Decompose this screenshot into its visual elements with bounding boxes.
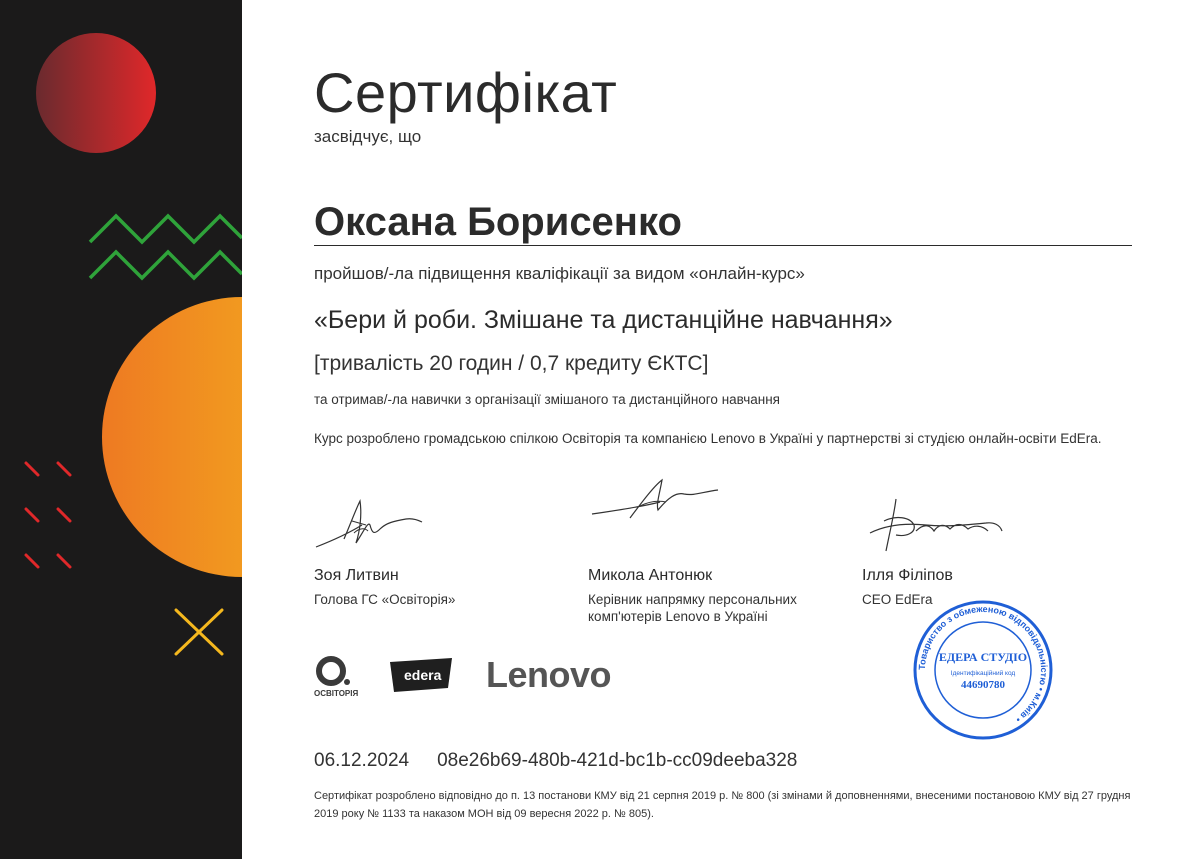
legal-text: Сертифікат розроблено відповідно до п. 13 постанови КМУ від 21 серпня 2019 р. № 800 (зі змінами й доповненнями, внесеними постановою КМУ від 27 грудня 2019 року № 1133 та наказом МОН від 09 вересня 2022 р. № 805). <box>314 790 1131 820</box>
signature-litvin <box>314 495 424 555</box>
yellow-cross <box>176 610 222 654</box>
attests-text: засвідчує, що <box>314 127 422 146</box>
issue-date: 06.12.2024 <box>314 750 410 771</box>
company-stamp <box>908 595 1058 745</box>
svg-text:Ідентифікаційний код: Ідентифікаційний код <box>950 670 1016 677</box>
svg-text:44690780: 44690780 <box>961 679 1005 691</box>
course-title: «Бери й роби. Змішане та дистанційне навчання» <box>314 306 893 334</box>
certificate-title: Сертифікат <box>314 61 618 124</box>
svg-text:Товариство з обмеженою відпові: Товариство з обмеженою відповідальністю • м.Київ • <box>916 603 1050 725</box>
signatory-role: Голова ГС «Освіторія» <box>314 592 456 607</box>
edera-logo <box>390 658 456 692</box>
course-duration: [тривалість 20 годин / 0,7 кредиту ЄКТС] <box>314 352 709 375</box>
green-zigzag-top <box>90 216 242 242</box>
signatory-role: Керівник напрямку персональних комп'ютерів Lenovo в Україні <box>588 592 797 624</box>
signatory-name: Ілля Філіпов <box>862 567 953 584</box>
sun-circle <box>102 297 242 577</box>
signatory-name: Зоя Литвин <box>314 567 399 584</box>
signatory-role: CEO EdEra <box>862 592 933 607</box>
skills-text: та отримав/-ла навички з організації змішаного та дистанційного навчання <box>314 392 780 407</box>
green-zigzag-bottom <box>90 252 242 278</box>
signatory-2 <box>588 567 838 625</box>
decorative-sidebar <box>0 0 242 859</box>
lenovo-logo: Lenovo <box>486 654 612 695</box>
recipient-name: Оксана Борисенко <box>314 200 682 244</box>
osvitoria-logo <box>314 655 360 699</box>
signature-antonyuk <box>590 472 722 524</box>
completed-text: пройшов/-ла підвищення кваліфікації за видом «онлайн-курс» <box>314 264 805 283</box>
red-circle <box>36 33 156 153</box>
svg-text:edera: edera <box>404 667 442 683</box>
red-dashes <box>26 463 70 567</box>
footer-date-id <box>314 750 797 772</box>
signatory-name: Микола Антонюк <box>588 567 713 584</box>
signatory-1 <box>314 567 564 608</box>
certificate-id: 08e26b69-480b-421d-bc1b-cc09deeba328 <box>437 750 798 771</box>
signature-filipov <box>866 495 1006 557</box>
developed-by-text: Курс розроблено громадською спілкою Освіторія та компанією Lenovo в Україні у партнерстві зі студією онлайн-освіти EdEra. <box>314 431 1102 446</box>
svg-text:ЕДЕРА СТУДІО: ЕДЕРА СТУДІО <box>938 650 1028 664</box>
svg-text:ОСВІТОРІЯ: ОСВІТОРІЯ <box>314 689 359 698</box>
name-underline <box>314 245 1132 246</box>
sidebar-decoration <box>0 0 242 859</box>
